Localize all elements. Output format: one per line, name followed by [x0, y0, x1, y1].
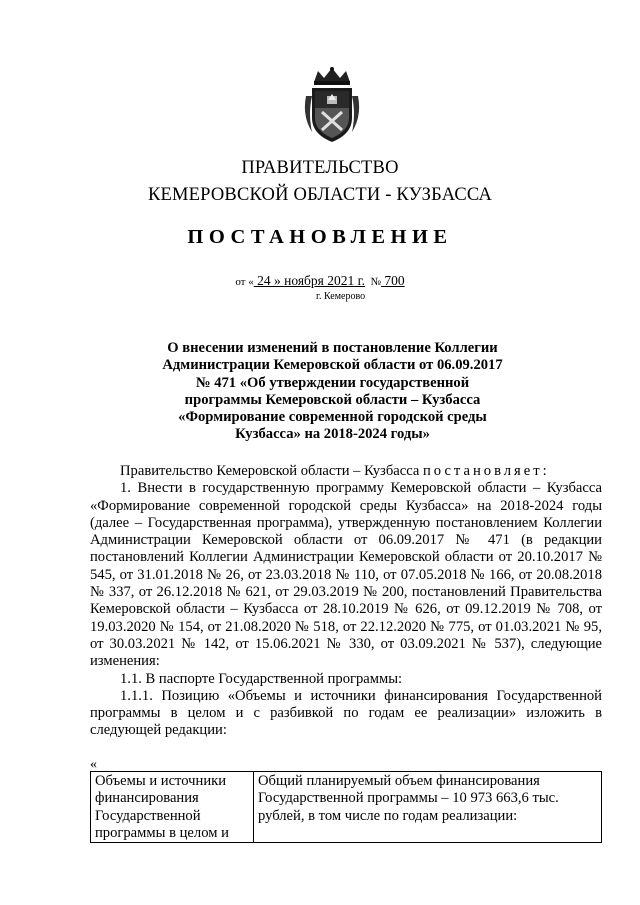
- date-day: 24: [253, 273, 274, 288]
- table-cell-value: Общий планируемый объем финансирования Государственной программы – 10 973 663,6 тыс. рублей, в том числе по годам реализации:: [254, 772, 602, 843]
- body-paragraph: [90, 463, 602, 480]
- date-quote-close: »: [274, 273, 285, 288]
- body-paragraph: 1.1. В паспорте Государственной программы:: [120, 670, 403, 687]
- quote-open-mark: «: [90, 757, 97, 772]
- document-heading: О внесении изменений в постановление Коллегии Администрации Кемеровской области от 06.09.2017 № 471 «Об утверждении государственной программы Кемеровской области – Кузбасса «Формирование современной городской среды Кузбасса» на 2018-2024 годы»: [162, 340, 503, 443]
- preamble-spaced-word: постановляет:: [422, 463, 550, 479]
- document-number: 700: [381, 273, 405, 288]
- document-type-title: ПОСТАНОВЛЕНИЕ: [187, 226, 453, 248]
- coat-of-arms-icon: [300, 66, 364, 144]
- passport-table: [90, 771, 602, 843]
- city-name: г. Кемерово: [316, 291, 366, 302]
- number-label: №: [370, 276, 382, 288]
- body-paragraph: 1. Внести в государственную программу Кемеровской области – Кузбасса «Формирование современной городской среды Кузбасса» на 2018-2024 годы (далее – Государственная программа), утвержденную постановлением Коллегии Администрации Кемеровской области от 06.09.2017 № 471 (в редакции постановлений Коллегии Администрации Кемеровской области от 20.10.2017 № 545, от 31.01.2018 № 26, от 23.03.2018 № 110, от 07.05.2018 № 166, от 20.08.2018 № 337, от 26.12.2018 № 621, от 29.03.2019 № 200, постановлений Правительства Кемеровской области – Кузбасса от 28.10.2019 № 626, от 09.12.2019 № 708, от 19.03.2020 № 154, от 21.08.2020 № 518, от 22.12.2020 № 775, от 01.03.2021 № 95, от 30.03.2021 № 142, от 15.06.2021 № 330, от 03.09.2021 № 537), следующие изменения:: [90, 480, 602, 670]
- table-row: [91, 772, 602, 843]
- government-name-line2: КЕМЕРОВСКОЙ ОБЛАСТИ - КУЗБАССА: [147, 185, 493, 205]
- date-number-line: [0, 273, 640, 289]
- document-body: [90, 463, 602, 740]
- government-name-line1: ПРАВИТЕЛЬСТВО: [241, 158, 399, 178]
- preamble-text: Правительство Кемеровской области – Кузбасса: [120, 463, 423, 479]
- date-year-suffix: г.: [354, 273, 366, 288]
- date-prefix: от «: [235, 276, 254, 288]
- table-cell-label: Объемы и источники финансирования Государственной программы в целом и: [91, 772, 254, 843]
- date-month-year: ноября 2021: [284, 273, 355, 288]
- body-paragraph: 1.1.1. Позицию «Объемы и источники финансирования Государственной программы в целом и с разбивкой по годам ее реализации» изложить в следующей редакции:: [90, 687, 602, 739]
